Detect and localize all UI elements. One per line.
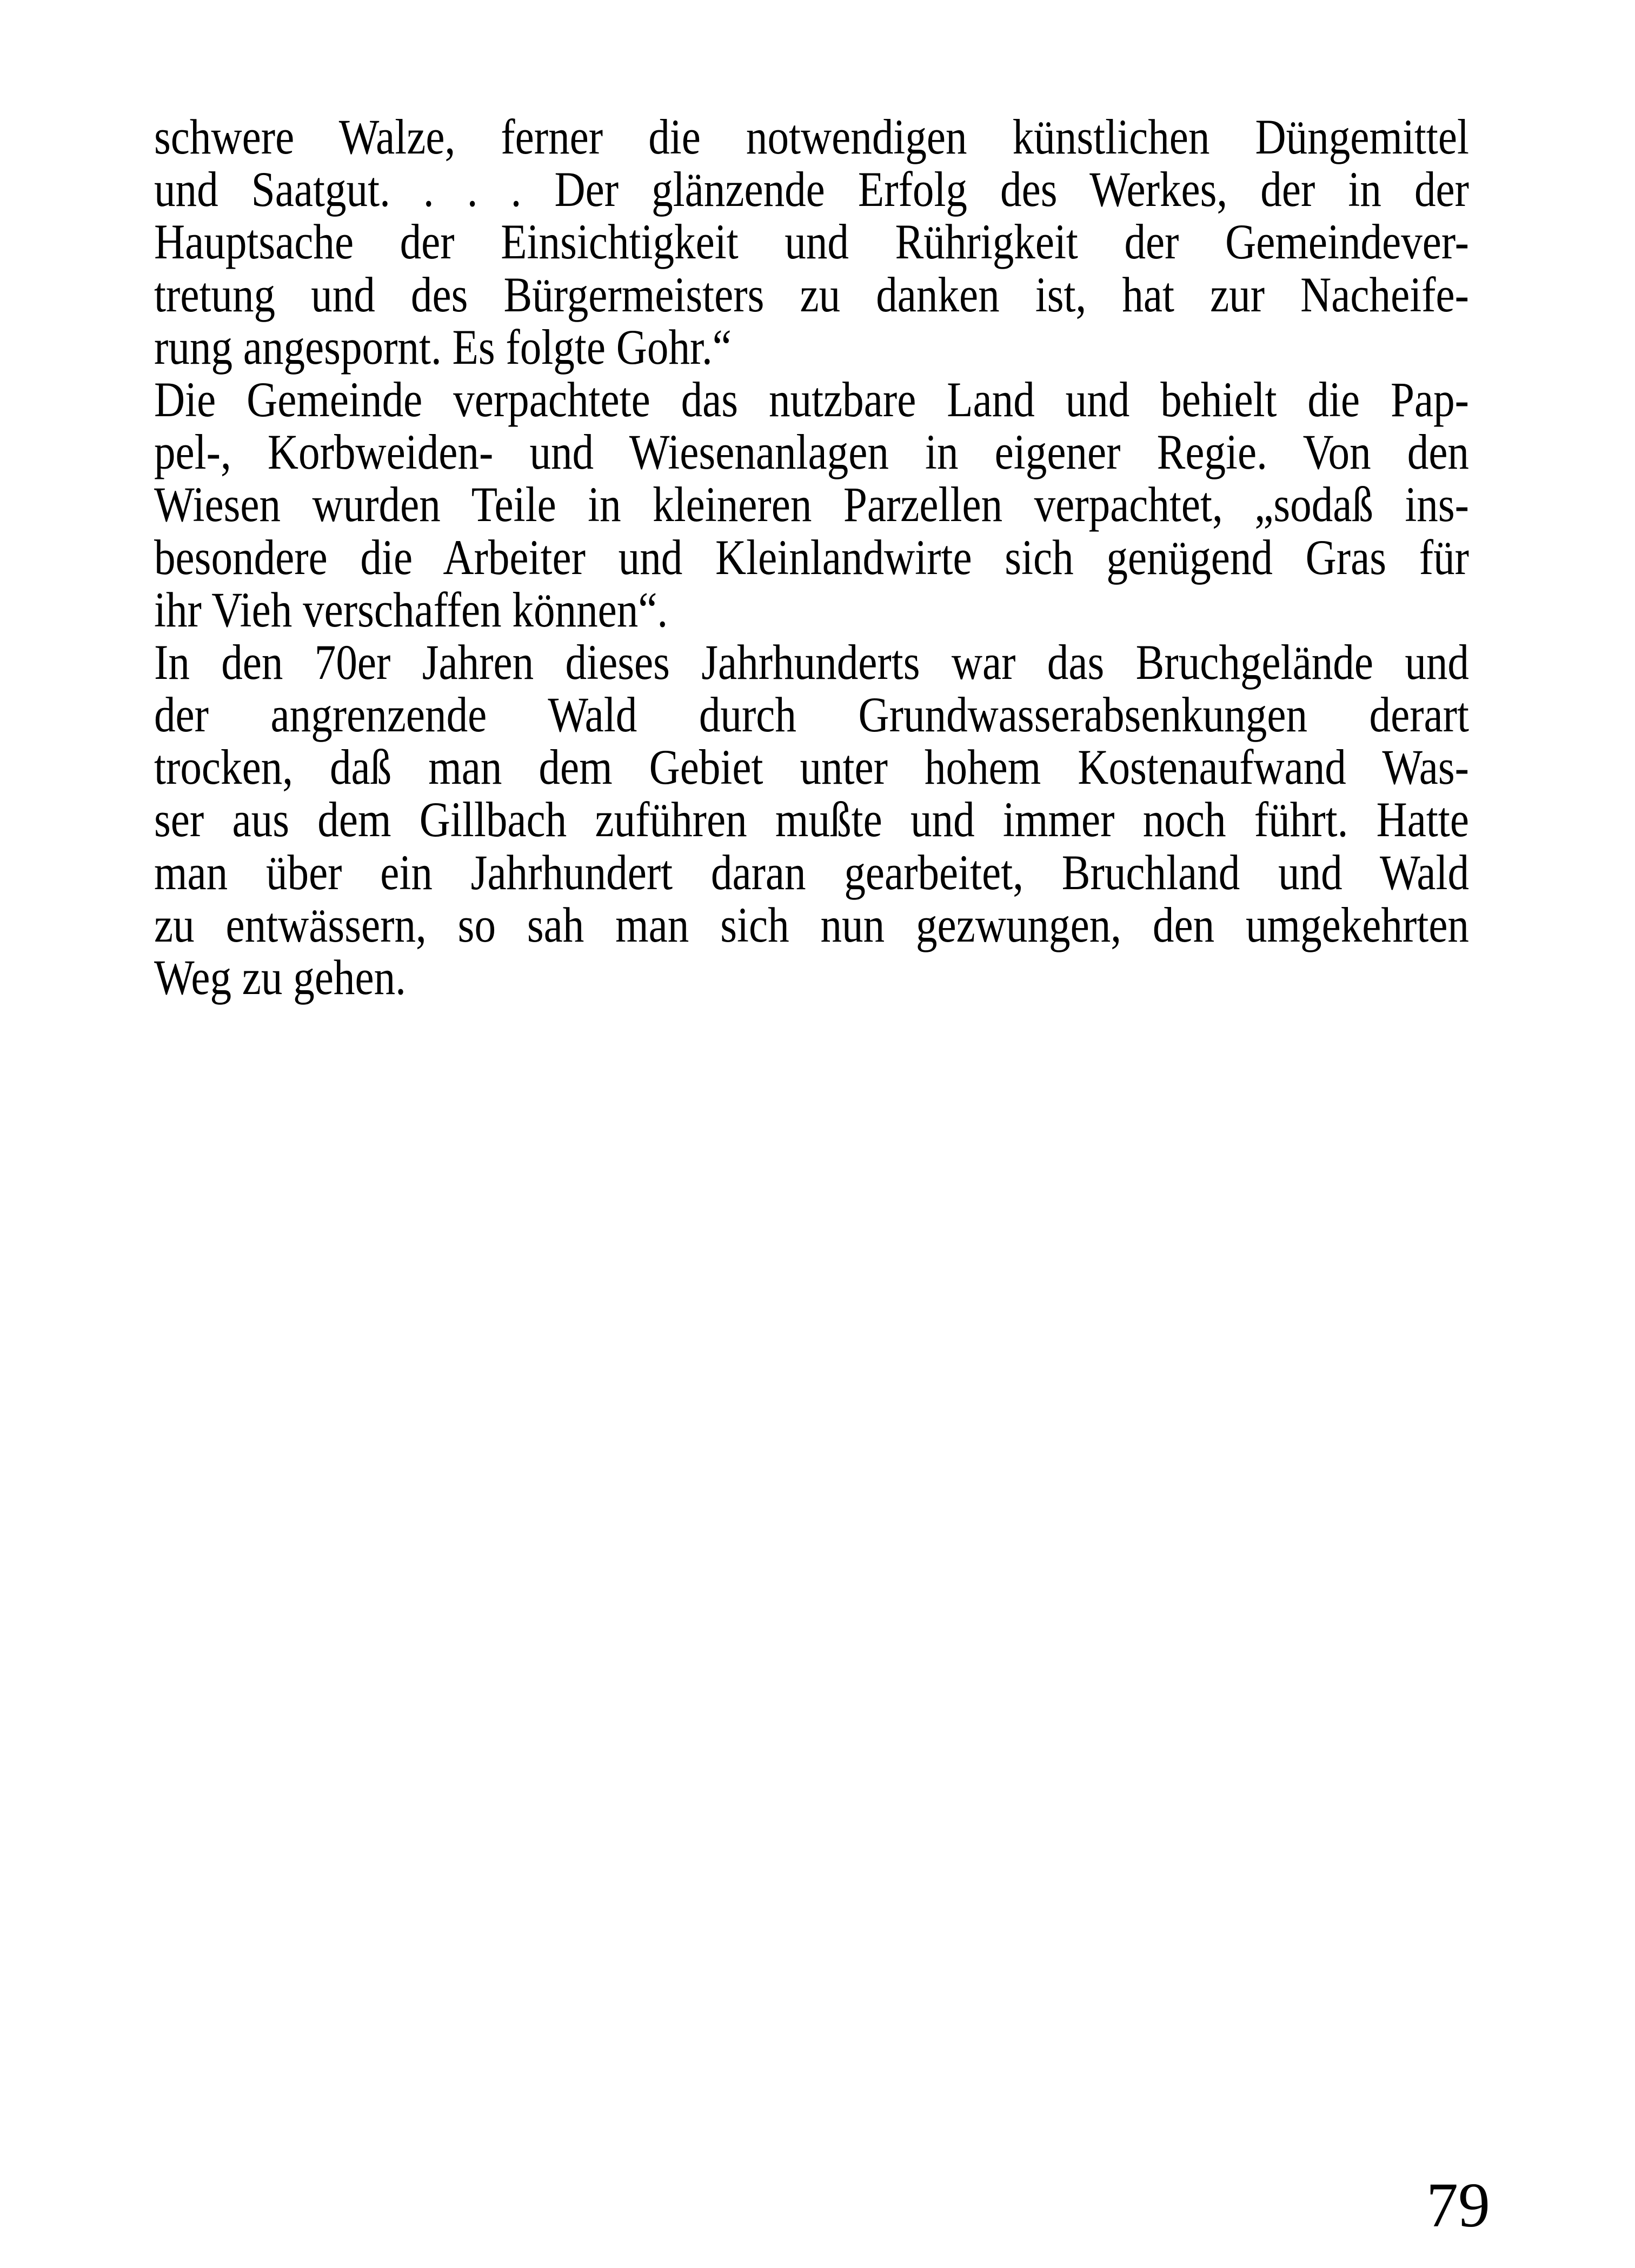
- page-number: 79: [1426, 2170, 1490, 2240]
- text-line: der angrenzende Wald durch Grundwasserabsenkungen derart: [154, 687, 1469, 743]
- text-line: rung angespornt. Es folgte Gohr.“: [154, 319, 732, 375]
- text-line: zu entwässern, so sah man sich nun gezwungen, den umgekehrten: [154, 897, 1469, 952]
- text-line: In den 70er Jahren dieses Jahrhunderts war das Bruchgelände und: [154, 634, 1469, 690]
- text-line: besondere die Arbeiter und Kleinlandwirte sich genügend Gras für: [154, 529, 1469, 585]
- text-line: trocken, daß man dem Gebiet unter hohem Kostenaufwand Was-: [154, 739, 1469, 795]
- text-line: man über ein Jahrhundert daran gearbeitet, Bruchland und Wald: [154, 844, 1469, 900]
- body-text: [154, 111, 1469, 1004]
- text-line: Wiesen wurden Teile in kleineren Parzellen verpachtet, „sodaß ins-: [154, 477, 1469, 532]
- text-line: ser aus dem Gillbach zuführen mußte und immer noch führt. Hatte: [154, 792, 1469, 848]
- text-line: ihr Vieh verschaffen können“.: [154, 582, 668, 637]
- text-line: pel-, Korbweiden- und Wiesenanlagen in eigener Regie. Von den: [154, 424, 1469, 480]
- text-line: Weg zu gehen.: [154, 950, 406, 1005]
- text-line: schwere Walze, ferner die notwendigen künstlichen Düngemittel: [154, 109, 1469, 164]
- text-line: Die Gemeinde verpachtete das nutzbare Land und behielt die Pap-: [154, 371, 1469, 427]
- text-line: und Saatgut. . . . Der glänzende Erfolg des Werkes, der in der: [154, 162, 1470, 217]
- text-line: tretung und des Bürgermeisters zu danken ist, hat zur Nacheife-: [154, 266, 1469, 322]
- text-line: Hauptsache der Einsichtigkeit und Rührigkeit der Gemeindever-: [154, 214, 1469, 270]
